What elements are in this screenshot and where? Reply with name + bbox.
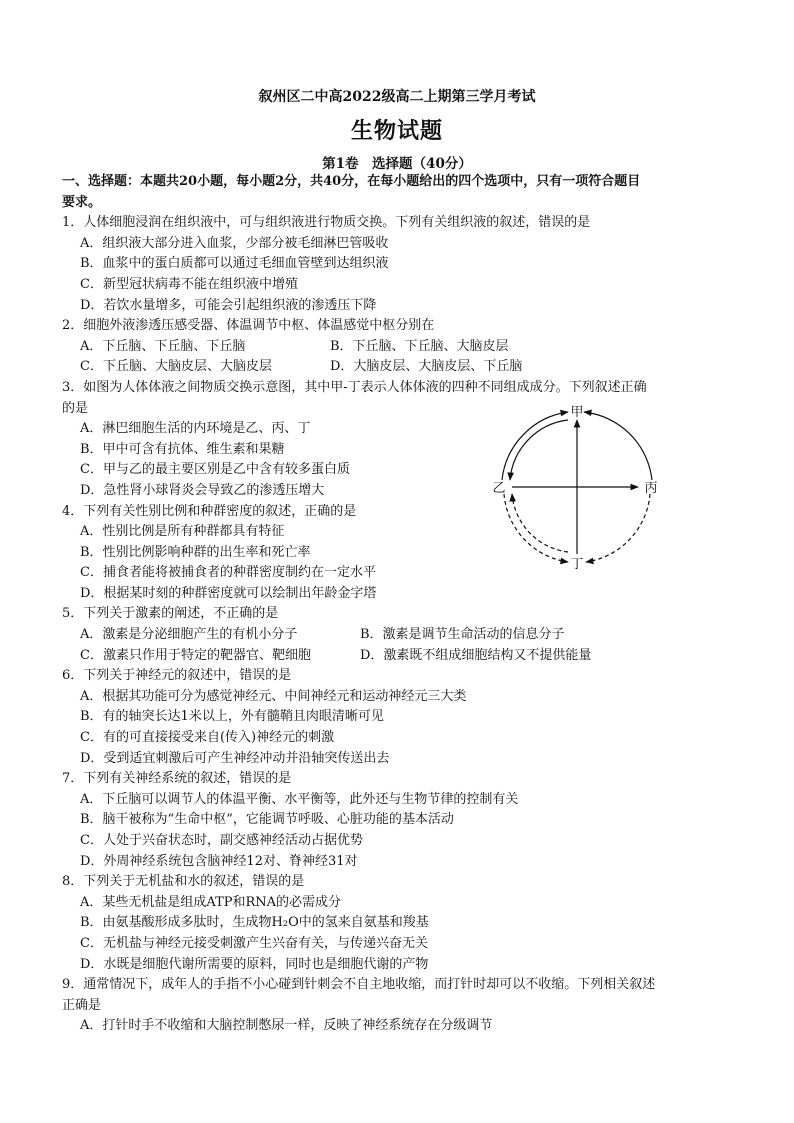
- label-yi: 乙: [492, 481, 506, 496]
- option-c: C．捕食者能将被捕食者的种群密度制约在一定水平: [80, 565, 376, 581]
- option-c: C．下丘脑、大脑皮层、大脑皮层: [80, 359, 272, 375]
- question-6: [62, 666, 742, 769]
- option-b: B．由氨基酸形成多肽时，生成物H₂O中的氢来自氨基和羧基: [80, 915, 429, 931]
- option-a: A．某些无机盐是组成ATP和RNA的必需成分: [80, 894, 342, 910]
- section-instruction: [62, 172, 742, 213]
- option-c: C．甲与乙的最主要区别是乙中含有较多蛋白质: [80, 462, 350, 478]
- option-row: [62, 357, 742, 378]
- option-b: B．甲中可含有抗体、维生素和果糖: [80, 441, 285, 457]
- option-b: B．激素是调节生命活动的信息分子: [360, 627, 565, 643]
- question-9: [62, 975, 742, 1037]
- question-stem: 3．如图为人体体液之间物质交换示意图，其中甲-丁表示人体体液的四种不同组成成分。下列叙述正确: [62, 379, 647, 395]
- section-instruction-line: 要求。: [62, 194, 102, 210]
- option-c: C．人处于兴奋状态时，副交感神经活动占据优势: [80, 833, 363, 848]
- option-c: C．有的可直接接受来自(传入)神经元的刺激: [80, 730, 335, 746]
- label-jia: 甲: [570, 405, 584, 420]
- option-c: C．新型冠状病毒不能在组织液中增殖: [80, 276, 298, 292]
- school-title: 叙州区二中高2022级高二上期第三学月考试: [258, 89, 536, 105]
- arc-bing-ding-dashed: [586, 494, 650, 562]
- option-a: A．性别比例是所有种群都具有特征: [80, 524, 285, 540]
- question-1: [62, 213, 742, 316]
- option-d: D．外周神经系统包含脑神经12对、脊神经31对: [80, 853, 358, 869]
- option-b: B．下丘脑、下丘脑、大脑皮层: [330, 338, 509, 354]
- label-ding: 丁: [570, 557, 584, 572]
- option-b: B．性别比例影响种群的出生率和死亡率: [80, 544, 311, 560]
- question-stem: 1．人体细胞浸润在组织液中，可与组织液进行物质交换。下列有关组织液的叙述，错误的是: [62, 215, 591, 231]
- option-row: [62, 337, 742, 358]
- question-stem: 的是: [62, 400, 89, 416]
- volume-title: 第1卷 选择题（40分）: [322, 156, 472, 172]
- section-instruction-line: 一、选择题：本题共20小题，每小题2分，共40分，在每小题给出的四个选项中，只有一项符合题目: [62, 174, 641, 189]
- option-a: A．激素是分泌细胞产生的有机小分子: [80, 627, 298, 643]
- subject-title: 生物试题: [350, 118, 443, 144]
- option-row: [62, 646, 742, 667]
- question-content: [62, 172, 742, 1037]
- question-5: [62, 604, 742, 666]
- label-bing: 丙: [644, 481, 658, 496]
- option-d: D．急性肾小球肾炎会导致乙的渗透压增大: [80, 482, 325, 498]
- option-a: A．下丘脑可以调节人的体温平衡、水平衡等，此外还与生物节律的控制有关: [80, 791, 519, 807]
- option-d: D．激素既不组成细胞结构又不提供能量: [360, 647, 592, 663]
- question-stem: 9．通常情况下，成年人的手指不小心碰到针刺会不自主地收缩，而打针时却可以不收缩。下列相关叙述: [62, 977, 656, 993]
- option-b: B．脑干被称为“生命中枢”，它能调节呼吸、心脏功能的基本活动: [80, 812, 454, 828]
- question-stem: 8．下列关于无机盐和水的叙述，错误的是: [62, 874, 305, 890]
- option-a: A．组织液大部分进入血浆，少部分被毛细淋巴管吸收: [80, 235, 389, 251]
- arc-ding-yi-dashed: [512, 494, 568, 552]
- option-b: B．血浆中的蛋白质都可以通过毛细血管壁到达组织液: [80, 256, 389, 272]
- option-d: D．受到适宜刺激后可产生神经冲动并沿轴突传送出去: [80, 750, 390, 766]
- option-row: [62, 625, 742, 646]
- option-a: A．打针时手不收缩和大脑控制憋尿一样，反映了神经系统存在分级调节: [80, 1018, 493, 1034]
- question-stem: 2．细胞外液渗透压感受器、体温调节中枢、体温感觉中枢分别在: [62, 318, 435, 334]
- arc-yi-ding-dashed: [504, 494, 568, 562]
- question-7: [62, 769, 742, 872]
- body-fluid-diagram: [492, 402, 662, 572]
- option-a: A．淋巴细胞生活的内环境是乙、丙、丁: [80, 421, 311, 437]
- option-c: C．无机盐与神经元接受刺激产生兴奋有关，与传递兴奋无关: [80, 935, 428, 951]
- option-b: B．有的轴突长达1米以上，外有髓鞘且肉眼清晰可见: [80, 709, 384, 725]
- arc-jia-bing: [584, 412, 652, 480]
- option-d: D．若饮水量增多，可能会引起组织液的渗透压下降: [80, 297, 377, 313]
- option-d: D．水既是细胞代谢所需要的原料，同时也是细胞代谢的产物: [80, 956, 429, 972]
- question-stem: 正确是: [62, 997, 102, 1013]
- question-2: [62, 316, 742, 378]
- question-8: [62, 872, 742, 975]
- option-d: D．根据某时刻的种群密度就可以绘制出年龄金字塔: [80, 585, 377, 601]
- option-a: A．根据其功能可分为感觉神经元、中间神经元和运动神经元三大类: [80, 688, 467, 704]
- option-a: A．下丘脑、下丘脑、下丘脑: [80, 338, 246, 354]
- option-d: D．大脑皮层、大脑皮层、下丘脑: [330, 359, 523, 375]
- question-stem: 4．下列有关性别比例和种群密度的叙述，正确的是: [62, 503, 357, 519]
- option-c: C．激素只作用于特定的靶器官、靶细胞: [80, 647, 311, 663]
- arc-jia-yi-inner: [510, 420, 568, 480]
- question-stem: 6．下列关于神经元的叙述中，错误的是: [62, 668, 292, 684]
- question-stem: 7．下列有关神经系统的叙述，错误的是: [62, 771, 292, 787]
- question-stem: 5．下列关于激素的阐述，不正确的是: [62, 606, 279, 622]
